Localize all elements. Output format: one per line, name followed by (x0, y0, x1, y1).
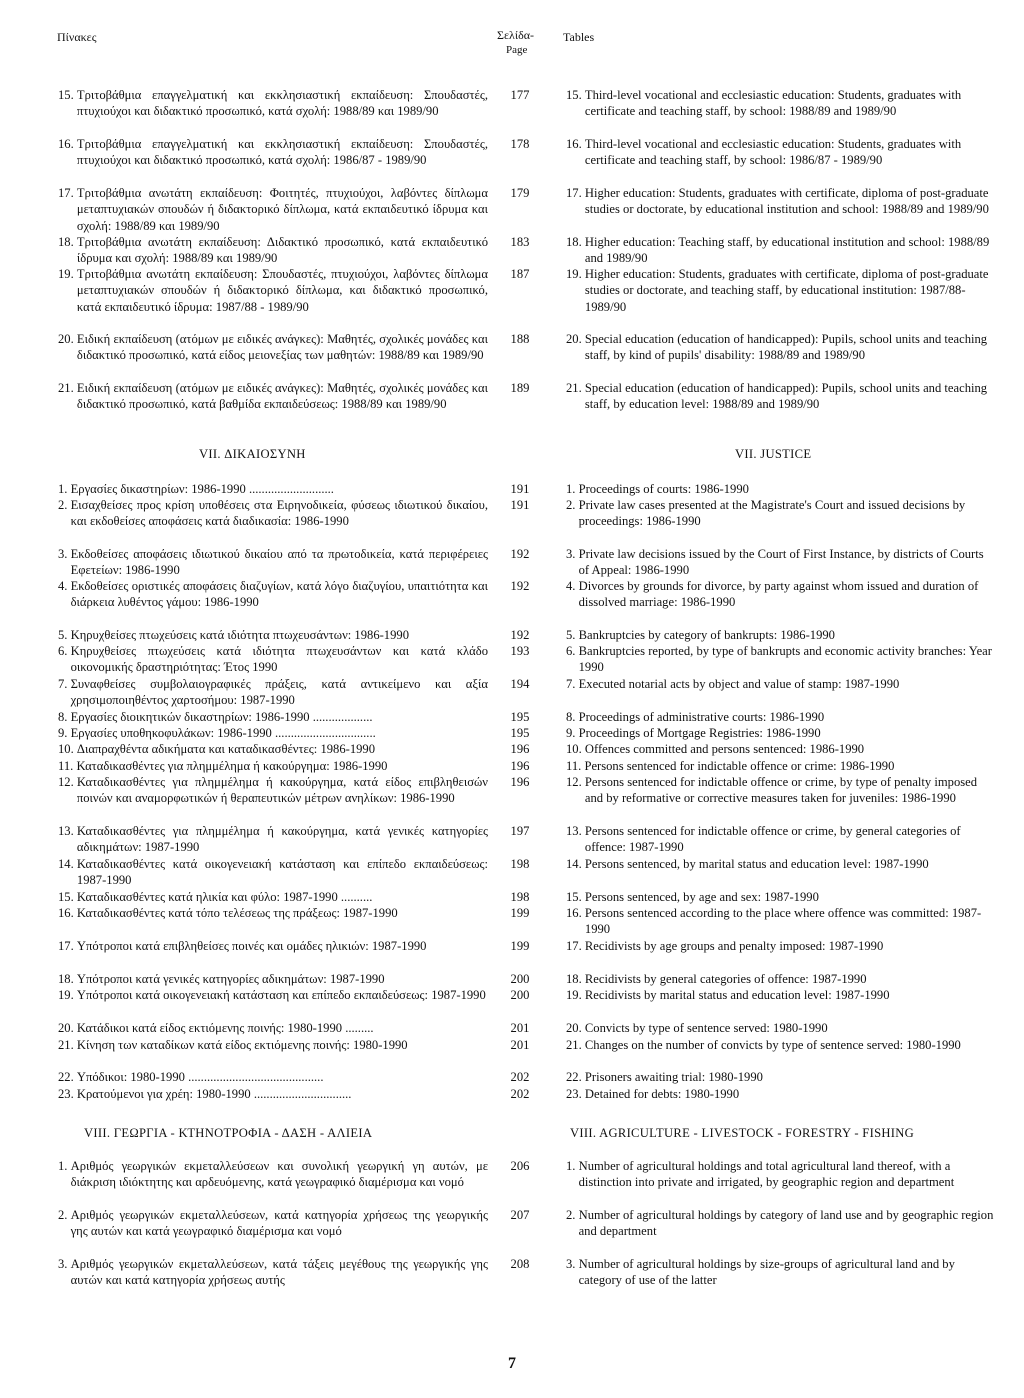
toc-entry-page: 196 (510, 742, 530, 756)
toc-entry-title: Κίνηση των καταδίκων κατά είδος εκτιόμενης ποινής: 1980-1990 (76, 1038, 408, 1052)
toc-entry-title: Εργασίες διοικητικών δικαστηρίων: 1986-1990 ................... (70, 710, 373, 724)
toc-entry-title: Καταδικασθέντες για πλημμέλημα ή κακούργημα, κατά γενικές κατηγορίες αδικημάτων: 1987-1990 (76, 824, 488, 855)
toc-entry-number: 2. (58, 1208, 71, 1222)
toc-entry-greek (58, 987, 488, 1003)
toc-entry-page: 206 (510, 1159, 530, 1173)
toc-entry-title: Τριτοβάθμια ανωτάτη εκπαίδευση: Σπουδαστές, πτυχιούχοι, λαβόντες δίπλωμα μεταπτυχιακών σπουδών ή διδακτορικό δίπλωμα, και διδακτικό προσωπικό, κατά εκπαιδευτικό ίδρυμα: 1987/88 - 1989/90 (76, 267, 488, 314)
toc-entry-title: Υπόδικοι: 1980-1990 ........................................... (76, 1070, 324, 1084)
toc-entry-page: 195 (510, 710, 530, 724)
toc-entry-title: Offences committed and persons sentenced: 1986-1990 (584, 742, 865, 756)
header-page-english: Page (506, 44, 528, 56)
toc-entry-page: 192 (510, 547, 530, 561)
toc-entry-number: 1. (58, 482, 71, 496)
toc-entry-number: 19. (566, 267, 585, 281)
toc-entry-english (566, 234, 994, 267)
toc-entry-title: Number of agricultural holdings and total agricultural land thereof, with a distinction into private and irrigated, by geographic region and department (578, 1159, 955, 1190)
toc-entry-english (566, 823, 994, 856)
toc-entry-number: 18. (58, 235, 77, 249)
toc-entry-number: 20. (58, 332, 77, 346)
toc-entry-number: 15. (58, 88, 77, 102)
toc-entry-title: Persons sentenced, by marital status and education level: 1987-1990 (584, 857, 929, 871)
toc-entry-title: Τριτοβάθμια ανωτάτη εκπαίδευση: Διδακτικό προσωπικό, κατά εκπαιδευτικό ίδρυμα και σχολή: 1988/89 και 1989/90 (76, 235, 488, 266)
toc-entry-number: 19. (566, 988, 585, 1002)
toc-entry-number: 16. (566, 137, 585, 151)
toc-entry-page: 198 (510, 857, 530, 871)
toc-entry-number: 8. (58, 710, 71, 724)
page-number: 7 (508, 1355, 516, 1372)
toc-entry-title: Αριθμός γεωργικών εκμεταλλεύσεων και συνολική γεωργική γη αυτών, με διάκριση ιδιόκτητης και αρδευόμενης, κατά γεωγραφικό διαμέρισμα και νομό (70, 1159, 488, 1190)
toc-entry-greek (58, 889, 488, 905)
toc-entry-greek (58, 676, 488, 709)
toc-entry-page: 201 (510, 1021, 530, 1035)
toc-entry-english (566, 709, 994, 725)
toc-entry-title: Executed notarial acts by object and value of stamp: 1987-1990 (578, 677, 900, 691)
toc-entry-greek (58, 481, 488, 497)
toc-entry-title: Τριτοβάθμια επαγγελματική και εκκλησιαστική εκπαίδευση: Σπουδαστές, πτυχιούχοι και διδακτικό προσωπικό, κατά σχολή: 1988/89 και 1989/90 (76, 88, 488, 119)
toc-entry-greek (58, 497, 488, 530)
toc-entry-title: Καταδικασθέντες κατά ηλικία και φύλο: 1987-1990 .......... (76, 890, 373, 904)
toc-entry-title: Special education (education of handicapped): Pupils, school units and teaching staff, by education level: 1988/89 and 1989/90 (584, 381, 988, 412)
section-heading-justice-greek: VII. ΔΙΚΑΙΟΣΥΝΗ (199, 447, 306, 461)
toc-entry-number: 9. (566, 726, 579, 740)
header-greek-tables: Πίνακες (57, 30, 97, 44)
toc-entry-number: 9. (58, 726, 71, 740)
toc-entry-page: 192 (510, 628, 530, 642)
toc-entry-number: 6. (566, 644, 579, 658)
toc-entry-number: 21. (58, 1038, 77, 1052)
toc-entry-number: 10. (58, 742, 77, 756)
toc-entry-title: Private law decisions issued by the Court of First Instance, by districts of Courts of Appeal: 1986-1990 (578, 547, 984, 578)
toc-entry-greek (58, 87, 488, 120)
toc-entry-title: Καταδικασθέντες κατά τόπο τελέσεως της πράξεως: 1987-1990 (76, 906, 398, 920)
toc-entry-title: Εισαχθείσες προς κρίση υποθέσεις στα Ειρηνοδικεία, φύσεως ιδιωτικού δικαίου, και εκδοθείσες αποφάσεις κατά διαδικασία: 1986-1990 (70, 498, 488, 529)
toc-entry-greek (58, 1256, 488, 1289)
toc-entry-english (566, 987, 994, 1003)
toc-entry-title: Εκδοθείσες αποφάσεις ιδιωτικού δικαίου από τα πρωτοδικεία, κατά περιφέρειες Εφετείων: 1986-1990 (70, 547, 488, 578)
toc-entry-english (566, 1086, 994, 1102)
toc-entry-greek (58, 627, 488, 643)
toc-entry-greek (58, 823, 488, 856)
toc-entry-page: 195 (510, 726, 530, 740)
toc-entry-number: 1. (58, 1159, 71, 1173)
toc-entry-title: Αριθμός γεωργικών εκμεταλλεύσεων, κατά κατηγορία χρήσεως της γεωργικής γης αυτών και κατά γεωγραφικό διαμέρισμα και νομό (70, 1208, 488, 1239)
toc-entry-greek (58, 1069, 488, 1085)
toc-entry-number: 20. (566, 1021, 585, 1035)
toc-entry-number: 17. (566, 186, 585, 200)
toc-entry-number: 18. (566, 972, 585, 986)
toc-entry-title: Convicts by type of sentence served: 1980-1990 (584, 1021, 828, 1035)
toc-entry-english (566, 725, 994, 741)
toc-entry-english (566, 578, 994, 611)
toc-entry-number: 19. (58, 988, 77, 1002)
section-heading-justice-english: VII. JUSTICE (735, 447, 812, 461)
toc-entry-page: 196 (510, 759, 530, 773)
toc-entry-greek (58, 938, 488, 954)
toc-entry-number: 16. (566, 906, 585, 920)
toc-entry-greek (58, 1037, 488, 1053)
toc-entry-title: Prisoners awaiting trial: 1980-1990 (584, 1070, 763, 1084)
toc-entry-english (566, 774, 994, 807)
toc-entry-title: Proceedings of Mortgage Registries: 1986-1990 (578, 726, 821, 740)
toc-entry-greek (58, 234, 488, 267)
toc-entry-title: Κατάδικοι κατά είδος εκτιόμενης ποινής: 1980-1990 ......... (76, 1021, 374, 1035)
toc-entry-greek (58, 905, 488, 921)
toc-entry-page: 196 (510, 775, 530, 789)
toc-entry-page: 188 (510, 332, 530, 346)
toc-entry-greek (58, 709, 488, 725)
toc-entry-number: 15. (566, 890, 585, 904)
toc-entry-greek (58, 380, 488, 413)
toc-entry-title: Bankruptcies by category of bankrupts: 1986-1990 (578, 628, 835, 642)
toc-entry-title: Divorces by grounds for divorce, by party against whom issued and duration of dissolved marriage: 1986-1990 (578, 579, 979, 610)
toc-entry-number: 7. (58, 677, 71, 691)
toc-entry-title: Higher education: Students, graduates with certificate, diploma of post-graduate studies or doctorate, by educational institution and school: 1988/89 and 1989/90 (584, 186, 989, 217)
toc-entry-number: 12. (566, 775, 585, 789)
toc-entry-page: 187 (510, 267, 530, 281)
toc-entry-greek (58, 643, 488, 676)
toc-entry-greek (58, 1020, 488, 1036)
toc-entry-title: Persons sentenced for indictable offence or crime, by general categories of offence: 1987-1990 (584, 824, 961, 855)
toc-entry-number: 23. (58, 1087, 77, 1101)
toc-entry-title: Recidivists by general categories of offence: 1987-1990 (584, 972, 867, 986)
toc-entry-title: Higher education: Students, graduates with certificate, diploma of post-graduate studies or doctorate, and teaching staff, by educational institution: 1987/88-1989/90 (584, 267, 989, 314)
toc-entry-number: 4. (58, 579, 71, 593)
toc-entry-title: Changes on the number of convicts by type of sentence served: 1980-1990 (584, 1038, 961, 1052)
toc-entry-title: Κρατούμενοι για χρέη: 1980-1990 ............................... (76, 1087, 352, 1101)
toc-entry-english (566, 627, 994, 643)
toc-entry-english (566, 889, 994, 905)
toc-entry-number: 18. (58, 972, 77, 986)
toc-entry-title: Κηρυχθείσες πτωχεύσεις κατά ιδιότητα πτωχευσάντων: 1986-1990 (70, 628, 409, 642)
toc-entry-greek (58, 185, 488, 234)
toc-entry-number: 3. (566, 547, 579, 561)
toc-entry-greek (58, 774, 488, 807)
toc-entry-number: 21. (566, 1038, 585, 1052)
toc-entry-title: Third-level vocational and ecclesiastic education: Students, graduates with certificate and teaching staff, by school: 1988/89 and 1989/90 (584, 88, 962, 119)
toc-entry-number: 20. (58, 1021, 77, 1035)
toc-entry-page: 179 (510, 186, 530, 200)
toc-entry-page: 202 (510, 1087, 530, 1101)
toc-entry-title: Number of agricultural holdings by category of land use and by geographic region and department (578, 1208, 994, 1239)
toc-entry-number: 15. (566, 88, 585, 102)
toc-entry-number: 17. (58, 939, 77, 953)
toc-entry-greek (58, 546, 488, 579)
toc-entry-title: Συναφθείσες συμβολαιογραφικές πράξεις, κατά αντικείμενο και αξία χρησιμοποιηθέντος χαρτοσήμου: 1987-1990 (70, 677, 488, 708)
toc-entry-title: Διαπραχθέντα αδικήματα και καταδικασθέντες: 1986-1990 (76, 742, 376, 756)
toc-entry-greek (58, 758, 488, 774)
toc-entry-number: 17. (58, 186, 77, 200)
header-page-greek: Σελίδα- (497, 28, 535, 42)
toc-entry-english (566, 546, 994, 579)
toc-entry-english (566, 1158, 994, 1191)
toc-entry-english (566, 481, 994, 497)
toc-entry-number: 3. (58, 547, 71, 561)
toc-entry-title: Proceedings of courts: 1986-1990 (578, 482, 749, 496)
toc-entry-number: 7. (566, 677, 579, 691)
toc-entry-page: 193 (510, 644, 530, 658)
toc-entry-title: Εργασίες υποθηκοφυλάκων: 1986-1990 ................................ (70, 726, 376, 740)
toc-entry-english (566, 643, 994, 676)
toc-entry-title: Higher education: Teaching staff, by educational institution and school: 1988/89 and 1989/90 (584, 235, 990, 266)
toc-entry-number: 16. (58, 137, 77, 151)
toc-entry-english (566, 87, 994, 120)
toc-entry-title: Καταδικασθέντες για πλημμέλημα ή κακούργημα: 1986-1990 (76, 759, 388, 773)
toc-entry-title: Bankruptcies reported, by type of bankrupts and economic activity branches: Year 1990 (578, 644, 992, 675)
toc-entry-page: 191 (510, 482, 530, 496)
toc-entry-english (566, 380, 994, 413)
toc-entry-english (566, 905, 994, 938)
toc-entry-title: Εκδοθείσες οριστικές αποφάσεις διαζυγίων, κατά λόγο διαζυγίου, υπαιτιότητα και διάρκεια λυθέντος γάμου: 1986-1990 (70, 579, 488, 610)
toc-entry-page: 197 (510, 824, 530, 838)
toc-entry-english (566, 266, 994, 315)
section-heading-agriculture-greek: VIII. ΓΕΩΡΓΙΑ - ΚΤΗΝΟΤΡΟΦΙΑ - ΔΑΣΗ - ΑΛΙΕΙΑ (84, 1126, 373, 1140)
toc-entry-english (566, 676, 994, 692)
toc-entry-title: Υπότροποι κατά οικογενειακή κατάσταση και επίπεδο εκπαιδεύσεως: 1987-1990 (76, 988, 486, 1002)
toc-entry-number: 13. (58, 824, 77, 838)
toc-entry-number: 10. (566, 742, 585, 756)
toc-entry-page: 200 (510, 972, 530, 986)
toc-entry-title: Τριτοβάθμια επαγγελματική και εκκλησιαστική εκπαίδευση: Σπουδαστές, πτυχιούχοι και διδακτικό προσωπικό, κατά σχολή: 1986/87 - 1989/90 (76, 137, 488, 168)
toc-entry-page: 208 (510, 1257, 530, 1271)
toc-entry-title: Detained for debts: 1980-1990 (584, 1087, 740, 1101)
toc-entry-page: 183 (510, 235, 530, 249)
toc-entry-greek (58, 1207, 488, 1240)
toc-entry-page: 191 (510, 498, 530, 512)
toc-entry-number: 5. (58, 628, 71, 642)
toc-entry-english (566, 1256, 994, 1289)
toc-entry-page: 202 (510, 1070, 530, 1084)
toc-entry-number: 16. (58, 906, 77, 920)
toc-entry-title: Εργασίες δικαστηρίων: 1986-1990 ........................... (70, 482, 334, 496)
toc-entry-title: Private law cases presented at the Magistrate's Court and issued decisions by proceedings: 1986-1990 (578, 498, 966, 529)
toc-entry-title: Third-level vocational and ecclesiastic education: Students, graduates with certificate and teaching staff, by school: 1986/87 - 1989/90 (584, 137, 962, 168)
toc-entry-english (566, 136, 994, 169)
toc-entry-number: 20. (566, 332, 585, 346)
toc-entry-english (566, 938, 994, 954)
toc-entry-english (566, 185, 994, 218)
toc-entry-number: 2. (566, 1208, 579, 1222)
toc-entry-english (566, 1069, 994, 1085)
toc-entry-title: Recidivists by marital status and education level: 1987-1990 (584, 988, 890, 1002)
toc-entry-greek (58, 741, 488, 757)
toc-entry-title: Persons sentenced for indictable offence or crime: 1986-1990 (584, 759, 895, 773)
toc-entry-number: 14. (566, 857, 585, 871)
toc-entry-page: 201 (510, 1038, 530, 1052)
toc-entry-page: 199 (510, 939, 530, 953)
toc-entry-page: 192 (510, 579, 530, 593)
toc-entry-title: Κηρυχθείσες πτωχεύσεις κατά ιδιότητα πτωχευσάντων και κατά κλάδο οικονομικής δραστηριότητας: Έτος 1990 (70, 644, 488, 675)
toc-entry-number: 8. (566, 710, 579, 724)
toc-entry-number: 11. (58, 759, 77, 773)
toc-entry-number: 13. (566, 824, 585, 838)
toc-entry-page: 199 (510, 906, 530, 920)
toc-entry-title: Αριθμός γεωργικών εκμεταλλεύσεων, κατά τάξεις μεγέθους της γεωργικής γης αυτών και κατά κατηγορία χρήσεως αυτής (70, 1257, 488, 1288)
toc-entry-number: 19. (58, 267, 77, 281)
toc-entry-greek (58, 1086, 488, 1102)
toc-entry-title: Recidivists by age groups and penalty imposed: 1987-1990 (584, 939, 884, 953)
toc-entry-page: 198 (510, 890, 530, 904)
toc-entry-title: Persons sentenced for indictable offence or crime, by type of penalty imposed and by reformative or corrective measures taken for juveniles: 1986-1990 (584, 775, 978, 806)
toc-entry-title: Ειδική εκπαίδευση (ατόμων με ειδικές ανάγκες): Μαθητές, σχολικές μονάδες και διδακτικό προσωπικό, κατά είδος μειονεξίας των μαθητών: 1988/89 και 1989/90 (76, 332, 488, 363)
toc-entry-number: 2. (566, 498, 579, 512)
toc-entry-english (566, 741, 994, 757)
toc-entry-number: 17. (566, 939, 585, 953)
toc-entry-title: Persons sentenced, by age and sex: 1987-1990 (584, 890, 819, 904)
toc-entry-english (566, 1037, 994, 1053)
toc-entry-greek (58, 266, 488, 315)
toc-entry-greek (58, 1158, 488, 1191)
section-heading-agriculture-english: VIII. AGRICULTURE - LIVESTOCK - FORESTRY - FISHING (570, 1126, 915, 1140)
toc-entry-english (566, 971, 994, 987)
toc-entry-page: 194 (510, 677, 530, 691)
toc-entry-title: Καταδικασθέντες για πλημμέλημα ή κακούργημα, κατά είδος επιβληθεισών ποινών και αναμορφωτικών ή θεραπευτικών μέτρων ανηλίκων: 1986-1990 (76, 775, 488, 806)
toc-entry-title: Τριτοβάθμια ανωτάτη εκπαίδευση: Φοιτητές, πτυχιούχοι, λαβόντες δίπλωμα μεταπτυχιακών σπουδών ή διδακτορικό δίπλωμα, κατά εκπαιδευτικό ίδρυμα και σχολή: 1988/89 και 1989/90 (76, 186, 488, 233)
toc-entry-title: Υπότροποι κατά γενικές κατηγορίες αδικημάτων: 1987-1990 (76, 972, 385, 986)
toc-entry-number: 22. (58, 1070, 77, 1084)
toc-entry-greek (58, 856, 488, 889)
toc-entry-number: 21. (566, 381, 585, 395)
toc-entry-number: 21. (58, 381, 77, 395)
toc-entry-title: Special education (education of handicapped): Pupils, school units and teaching staff, by kind of pupils' disability: 1988/89 and 1989/90 (584, 332, 988, 363)
toc-entry-page: 177 (510, 88, 530, 102)
toc-entry-english (566, 856, 994, 872)
toc-entry-number: 23. (566, 1087, 585, 1101)
toc-entry-english (566, 331, 994, 364)
toc-entry-greek (58, 578, 488, 611)
toc-entry-title: Ειδική εκπαίδευση (ατόμων με ειδικές ανάγκες): Μαθητές, σχολικές μονάδες και διδακτικό προσωπικό, κατά βαθμίδα εκπαιδεύσεως: 1988/89 και 1989/90 (76, 381, 488, 412)
toc-entry-title: Number of agricultural holdings by size-groups of agricultural land and by category of use of the latter (578, 1257, 955, 1288)
toc-entry-page: 207 (510, 1208, 530, 1222)
toc-entry-page: 189 (510, 381, 530, 395)
toc-entry-title: Proceedings of administrative courts: 1986-1990 (578, 710, 825, 724)
toc-entry-number: 5. (566, 628, 579, 642)
toc-entry-title: Υπότροποι κατά επιβληθείσες ποινές και ομάδες ηλικιών: 1987-1990 (76, 939, 427, 953)
toc-entry-number: 15. (58, 890, 77, 904)
toc-entry-english (566, 758, 994, 774)
header-english-tables: Tables (563, 30, 595, 44)
toc-entry-greek (58, 136, 488, 169)
toc-entry-number: 1. (566, 1159, 579, 1173)
toc-entry-title: Καταδικασθέντες κατά οικογενειακή κατάσταση και επίπεδο εκπαιδεύσεως: 1987-1990 (76, 857, 488, 888)
toc-entry-number: 11. (566, 759, 585, 773)
toc-entry-english (566, 1207, 994, 1240)
toc-entry-number: 18. (566, 235, 585, 249)
toc-entry-number: 3. (58, 1257, 71, 1271)
toc-entry-greek (58, 725, 488, 741)
toc-entry-number: 6. (58, 644, 71, 658)
toc-entry-page: 178 (510, 137, 530, 151)
toc-entry-greek (58, 331, 488, 364)
toc-entry-greek (58, 971, 488, 987)
toc-entry-number: 1. (566, 482, 579, 496)
toc-entry-english (566, 497, 994, 530)
toc-entry-english (566, 1020, 994, 1036)
toc-entry-number: 12. (58, 775, 77, 789)
toc-entry-number: 22. (566, 1070, 585, 1084)
toc-entry-page: 200 (510, 988, 530, 1002)
toc-entry-number: 3. (566, 1257, 579, 1271)
toc-entry-number: 2. (58, 498, 71, 512)
toc-entry-title: Persons sentenced according to the place where offence was committed: 1987-1990 (584, 906, 982, 937)
toc-entry-number: 4. (566, 579, 579, 593)
toc-entry-number: 14. (58, 857, 77, 871)
